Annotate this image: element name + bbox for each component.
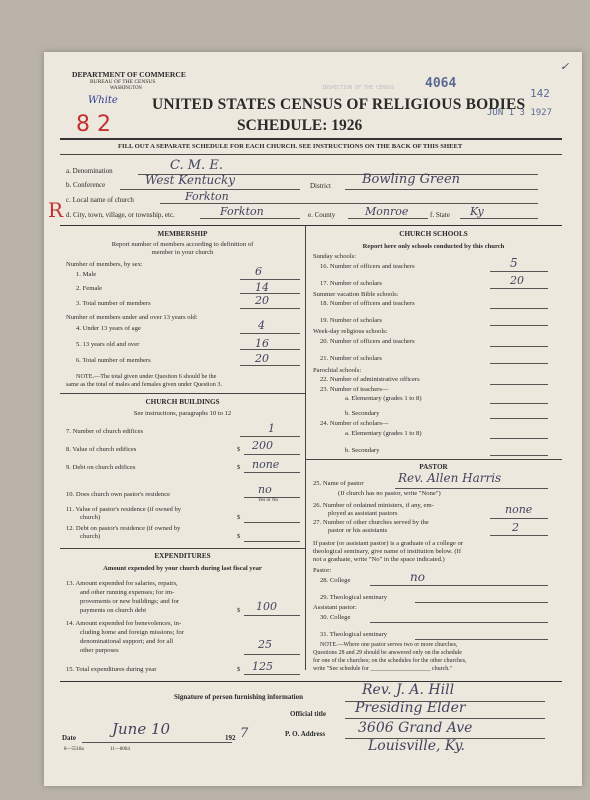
members-by-sex-label: Number of members, by sex:: [66, 261, 143, 268]
q9-label: 9. Debt on church edifices: [66, 464, 136, 471]
q29-line: [415, 602, 548, 603]
q13-line: [244, 615, 300, 616]
assistant-education-label: Assistant pastor:: [313, 604, 357, 611]
section-rule: [60, 225, 562, 226]
pastor-heading: PASTOR: [419, 463, 448, 471]
q10-label: 10. Does church own pastor's residence: [66, 491, 171, 498]
denomination-value: C. M. E.: [170, 158, 223, 173]
header-rule-2: [60, 154, 562, 155]
q24b-line: [490, 455, 548, 456]
address-line-1: 3606 Grand Ave: [358, 720, 473, 736]
q3-line: [240, 308, 300, 309]
q5-label: 5. 13 years old and over: [76, 341, 140, 348]
denomination-label: a. Denomination: [66, 167, 113, 175]
q15-dollar: $: [237, 666, 241, 673]
q2-value: 14: [255, 281, 269, 294]
church-name-line: [160, 203, 538, 204]
expenditures-rule: [60, 548, 305, 549]
red-r-mark: R: [48, 198, 64, 222]
top-check-mark: ✓: [560, 60, 570, 73]
pastor-rule: [305, 459, 562, 460]
q25-line: [395, 488, 548, 489]
q24a-line: [490, 438, 548, 439]
q16-label: 16. Number of officers and teachers: [320, 263, 415, 270]
year-prefix: 192: [225, 734, 236, 742]
state-value: Ky: [470, 205, 484, 218]
q22-label: 22. Number of administrative officers: [320, 376, 420, 383]
bureau-name: BUREAU OF THE CENSUS: [90, 79, 156, 85]
faint-stamp: INSPECTION OF THE CENSUS: [322, 85, 395, 91]
county-line: [348, 218, 428, 219]
secondary-number-stamp: 142: [530, 87, 550, 100]
q8-dollar: $: [237, 446, 241, 453]
date-value: June 10: [112, 720, 171, 738]
q1-value: 6: [255, 265, 262, 278]
q10-value: no: [258, 483, 272, 496]
q11-label-1: 11. Value of pastor's residence (if owned by: [66, 506, 182, 513]
conference-value: West Kentucky: [145, 173, 236, 187]
q18-label: 18. Number of officers and teachers: [320, 300, 415, 307]
q26-label-2: ployed as assistant pastors: [328, 510, 398, 517]
year-digit: 7: [240, 726, 249, 741]
separate-schedule-instruction: FILL OUT A SEPARATE SCHEDULE FOR EACH CHURCH. SEE INSTRUCTIONS ON THE BACK OF THIS SHEET: [118, 143, 463, 150]
official-title-label: Official title: [290, 710, 326, 718]
q12-line: [244, 541, 300, 542]
pastor-note-3: for one of the churches; on the schedules for the other churches,: [313, 658, 467, 664]
q12-label-2: church): [80, 533, 101, 540]
q13-dollar: $: [237, 607, 241, 614]
county-label: e. County: [308, 211, 336, 219]
q27-label-1: 27. Number of other churches served by the: [313, 519, 429, 526]
q16-line: [490, 271, 548, 272]
race-annotation: White: [88, 95, 118, 106]
print-number: 11—8064: [110, 747, 130, 752]
q14-label-3: denominational support; and for all: [80, 638, 174, 645]
q19-line: [490, 325, 548, 326]
date-received-stamp: JUN 1 3 1927: [487, 108, 553, 118]
q14-line: [244, 654, 300, 655]
q2-label: 2. Female: [76, 285, 103, 292]
q19-label: 19. Number of scholars: [320, 317, 382, 324]
q3-label: 3. Total number of members: [76, 300, 151, 307]
graduate-instruction-2: theological seminary, give name of institution below. (If: [313, 548, 462, 555]
q26-value: none: [505, 503, 533, 516]
q6-value: 20: [255, 352, 269, 365]
weekday-schools-label: Week-day religious schools:: [313, 328, 388, 335]
q14-label-2: cluding home and foreign missions; for: [80, 629, 184, 636]
q14-label-1: 14. Amount expended for benevolences, in-: [66, 620, 182, 627]
membership-intro-1: Report number of members according to definition of: [111, 241, 254, 248]
state-line: [460, 218, 538, 219]
q14-label-4: other purposes: [80, 647, 119, 654]
q12-label-1: 12. Debt on pastor's residence (if owned by: [66, 525, 181, 532]
q29-label: 29. Theological seminary: [320, 594, 388, 601]
q26-line: [490, 518, 548, 519]
q7-value: 1: [268, 422, 275, 435]
q16-value: 5: [510, 256, 518, 270]
q2-line: [240, 293, 300, 294]
q12-dollar: $: [237, 533, 241, 540]
q24b-label: b. Secondary: [345, 447, 380, 454]
q15-label: 15. Total expenditures during year: [66, 666, 157, 673]
pastor-note-1: NOTE.—Where one pastor serves two or more churches,: [320, 642, 458, 648]
form-number: 8—5518a: [64, 747, 84, 752]
address-line-2: Louisville, Ky.: [368, 738, 465, 754]
q3-value: 20: [255, 294, 269, 307]
census-form-sheet: [44, 52, 582, 786]
official-title-line: [345, 718, 545, 719]
q1-line: [240, 279, 300, 280]
church-name-value: Forkton: [185, 190, 229, 203]
q11-line: [244, 522, 300, 523]
district-line: [345, 189, 538, 190]
q28-line: [370, 585, 548, 586]
q18-line: [490, 308, 548, 309]
q5-line: [240, 349, 300, 350]
column-divider: [305, 225, 306, 670]
q25-note: (If church has no pastor, write "None"): [338, 490, 441, 497]
q8-label: 8. Value of church edifices: [66, 446, 137, 453]
q7-label: 7. Number of church edifices: [66, 428, 144, 435]
buildings-heading: CHURCH BUILDINGS: [145, 398, 220, 406]
pastor-education-label: Pastor:: [313, 567, 332, 574]
q9-line: [244, 472, 300, 473]
membership-note-1: NOTE.—The total given under Question 6 should be the: [76, 373, 217, 380]
q14-value: 25: [258, 638, 272, 651]
membership-note-2: same as the total of males and females given under Question 3.: [66, 381, 223, 388]
schools-heading: CHURCH SCHOOLS: [399, 230, 468, 238]
q4-line: [240, 333, 300, 334]
pastor-note-4: write "See schedule for ____________________ church.": [313, 666, 453, 672]
city-line: [200, 218, 300, 219]
q13-label-1: 13. Amount expended for salaries, repairs,: [66, 580, 178, 587]
q15-value: 125: [252, 660, 273, 673]
q26-label-1: 26. Number of ordained ministers, if any, em-: [313, 502, 434, 509]
graduate-instruction-3: not a graduate, write "No" in the space indicated.): [313, 556, 445, 563]
q30-label: 30. College: [320, 614, 351, 621]
q21-line: [490, 363, 548, 364]
signature-label: Signature of person furnishing information: [174, 693, 303, 701]
summer-schools-label: Summer vacation Bible schools:: [313, 291, 399, 298]
q8-value: 200: [252, 439, 273, 452]
q5-value: 16: [255, 337, 269, 350]
city-value: Forkton: [220, 205, 264, 218]
q28-value: no: [410, 570, 425, 584]
q8-line: [244, 454, 300, 455]
code-annotation: 8 2: [76, 112, 111, 137]
official-title-value: Presiding Elder: [355, 700, 466, 716]
district-label: District: [310, 182, 331, 190]
q31-line: [415, 639, 548, 640]
q27-value: 2: [512, 521, 519, 534]
q23-label: 23. Number of teachers—: [320, 386, 389, 393]
q20-label: 20. Number of officers and teachers: [320, 338, 415, 345]
form-number-stamp: 4064: [425, 76, 457, 91]
q11-dollar: $: [237, 514, 241, 521]
q20-line: [490, 346, 548, 347]
buildings-rule: [60, 393, 305, 394]
graduate-instruction-1: If pastor (or assistant pastor) is a graduate of a college or: [313, 540, 463, 547]
q23b-label: b. Secondary: [345, 410, 380, 417]
parochial-schools-label: Parochial schools:: [313, 367, 362, 374]
q17-label: 17. Number of scholars: [320, 280, 382, 287]
q25-label: 25. Name of pastor: [313, 480, 364, 487]
state-label: f. State: [430, 211, 450, 219]
q24-label: 24. Number of scholars—: [320, 420, 389, 427]
q25-value: Rev. Allen Harris: [398, 471, 502, 485]
q9-value: none: [252, 458, 280, 471]
q22-line: [490, 384, 548, 385]
schools-subheading: Report here only schools conducted by this church: [362, 243, 505, 250]
header-rule: [60, 138, 562, 140]
q24a-label: a. Elementary (grades 1 to 8): [345, 430, 422, 437]
q21-label: 21. Number of scholars: [320, 355, 382, 362]
q13-value: 100: [256, 600, 277, 613]
city-name: WASHINGTON: [110, 86, 142, 91]
age-groups-label: Number of members under and over 13 years old:: [66, 314, 198, 321]
q23a-label: a. Elementary (grades 1 to 8): [345, 395, 422, 402]
q6-label: 6. Total number of members: [76, 357, 151, 364]
q17-line: [490, 288, 548, 289]
q6-line: [240, 365, 300, 366]
q27-line: [490, 535, 548, 536]
q4-value: 4: [258, 319, 265, 332]
q23b-line: [490, 418, 548, 419]
district-value: Bowling Green: [362, 172, 461, 187]
q31-label: 31. Theological seminary: [320, 631, 388, 638]
q4-label: 4. Under 13 years of age: [76, 325, 141, 332]
q11-label-2: church): [80, 514, 101, 521]
date-line: [82, 742, 232, 743]
q7-line: [240, 436, 300, 437]
expenditures-heading: EXPENDITURES: [154, 552, 211, 560]
membership-heading: MEMBERSHIP: [157, 230, 208, 238]
schedule-title: SCHEDULE: 1926: [237, 117, 363, 134]
footer-rule: [60, 681, 562, 682]
q30-line: [370, 622, 548, 623]
q23a-line: [490, 403, 548, 404]
conference-label: b. Conference: [66, 181, 106, 189]
q17-value: 20: [510, 274, 524, 287]
address-label: P. O. Address: [285, 730, 326, 738]
form-title: UNITED STATES CENSUS OF RELIGIOUS BODIES: [152, 96, 526, 113]
expenditures-subheading: Amount expended by your church during last fiscal year: [103, 565, 262, 572]
q9-dollar: $: [237, 464, 241, 471]
signature-value: Rev. J. A. Hill: [362, 682, 455, 698]
membership-intro-2: member in your church: [151, 249, 214, 256]
q13-label-2: and other running expenses; for im-: [80, 589, 175, 596]
sunday-schools-label: Sunday schools:: [313, 253, 357, 260]
q28-label: 28. College: [320, 577, 351, 584]
q13-label-3: provements or new buildings; and for: [80, 598, 180, 605]
q1-label: 1. Male: [76, 271, 97, 278]
pastor-note-2: Questions 28 and 29 should be answered only on the schedule: [313, 650, 462, 656]
church-name-label: c. Local name of church: [66, 196, 134, 204]
date-label: Date: [62, 734, 76, 742]
buildings-subheading: See instructions, paragraphs 10 to 12: [133, 410, 232, 417]
q15-line: [244, 674, 300, 675]
department-name: DEPARTMENT OF COMMERCE: [72, 70, 186, 79]
q13-label-4: payments on church debt: [80, 607, 147, 614]
q27-label-2: pastor or his assistants: [328, 527, 388, 534]
city-label: d. City, town, village, or township, etc.: [66, 211, 175, 219]
county-value: Monroe: [365, 205, 409, 218]
yes-no-hint: Yes or No: [258, 498, 279, 503]
